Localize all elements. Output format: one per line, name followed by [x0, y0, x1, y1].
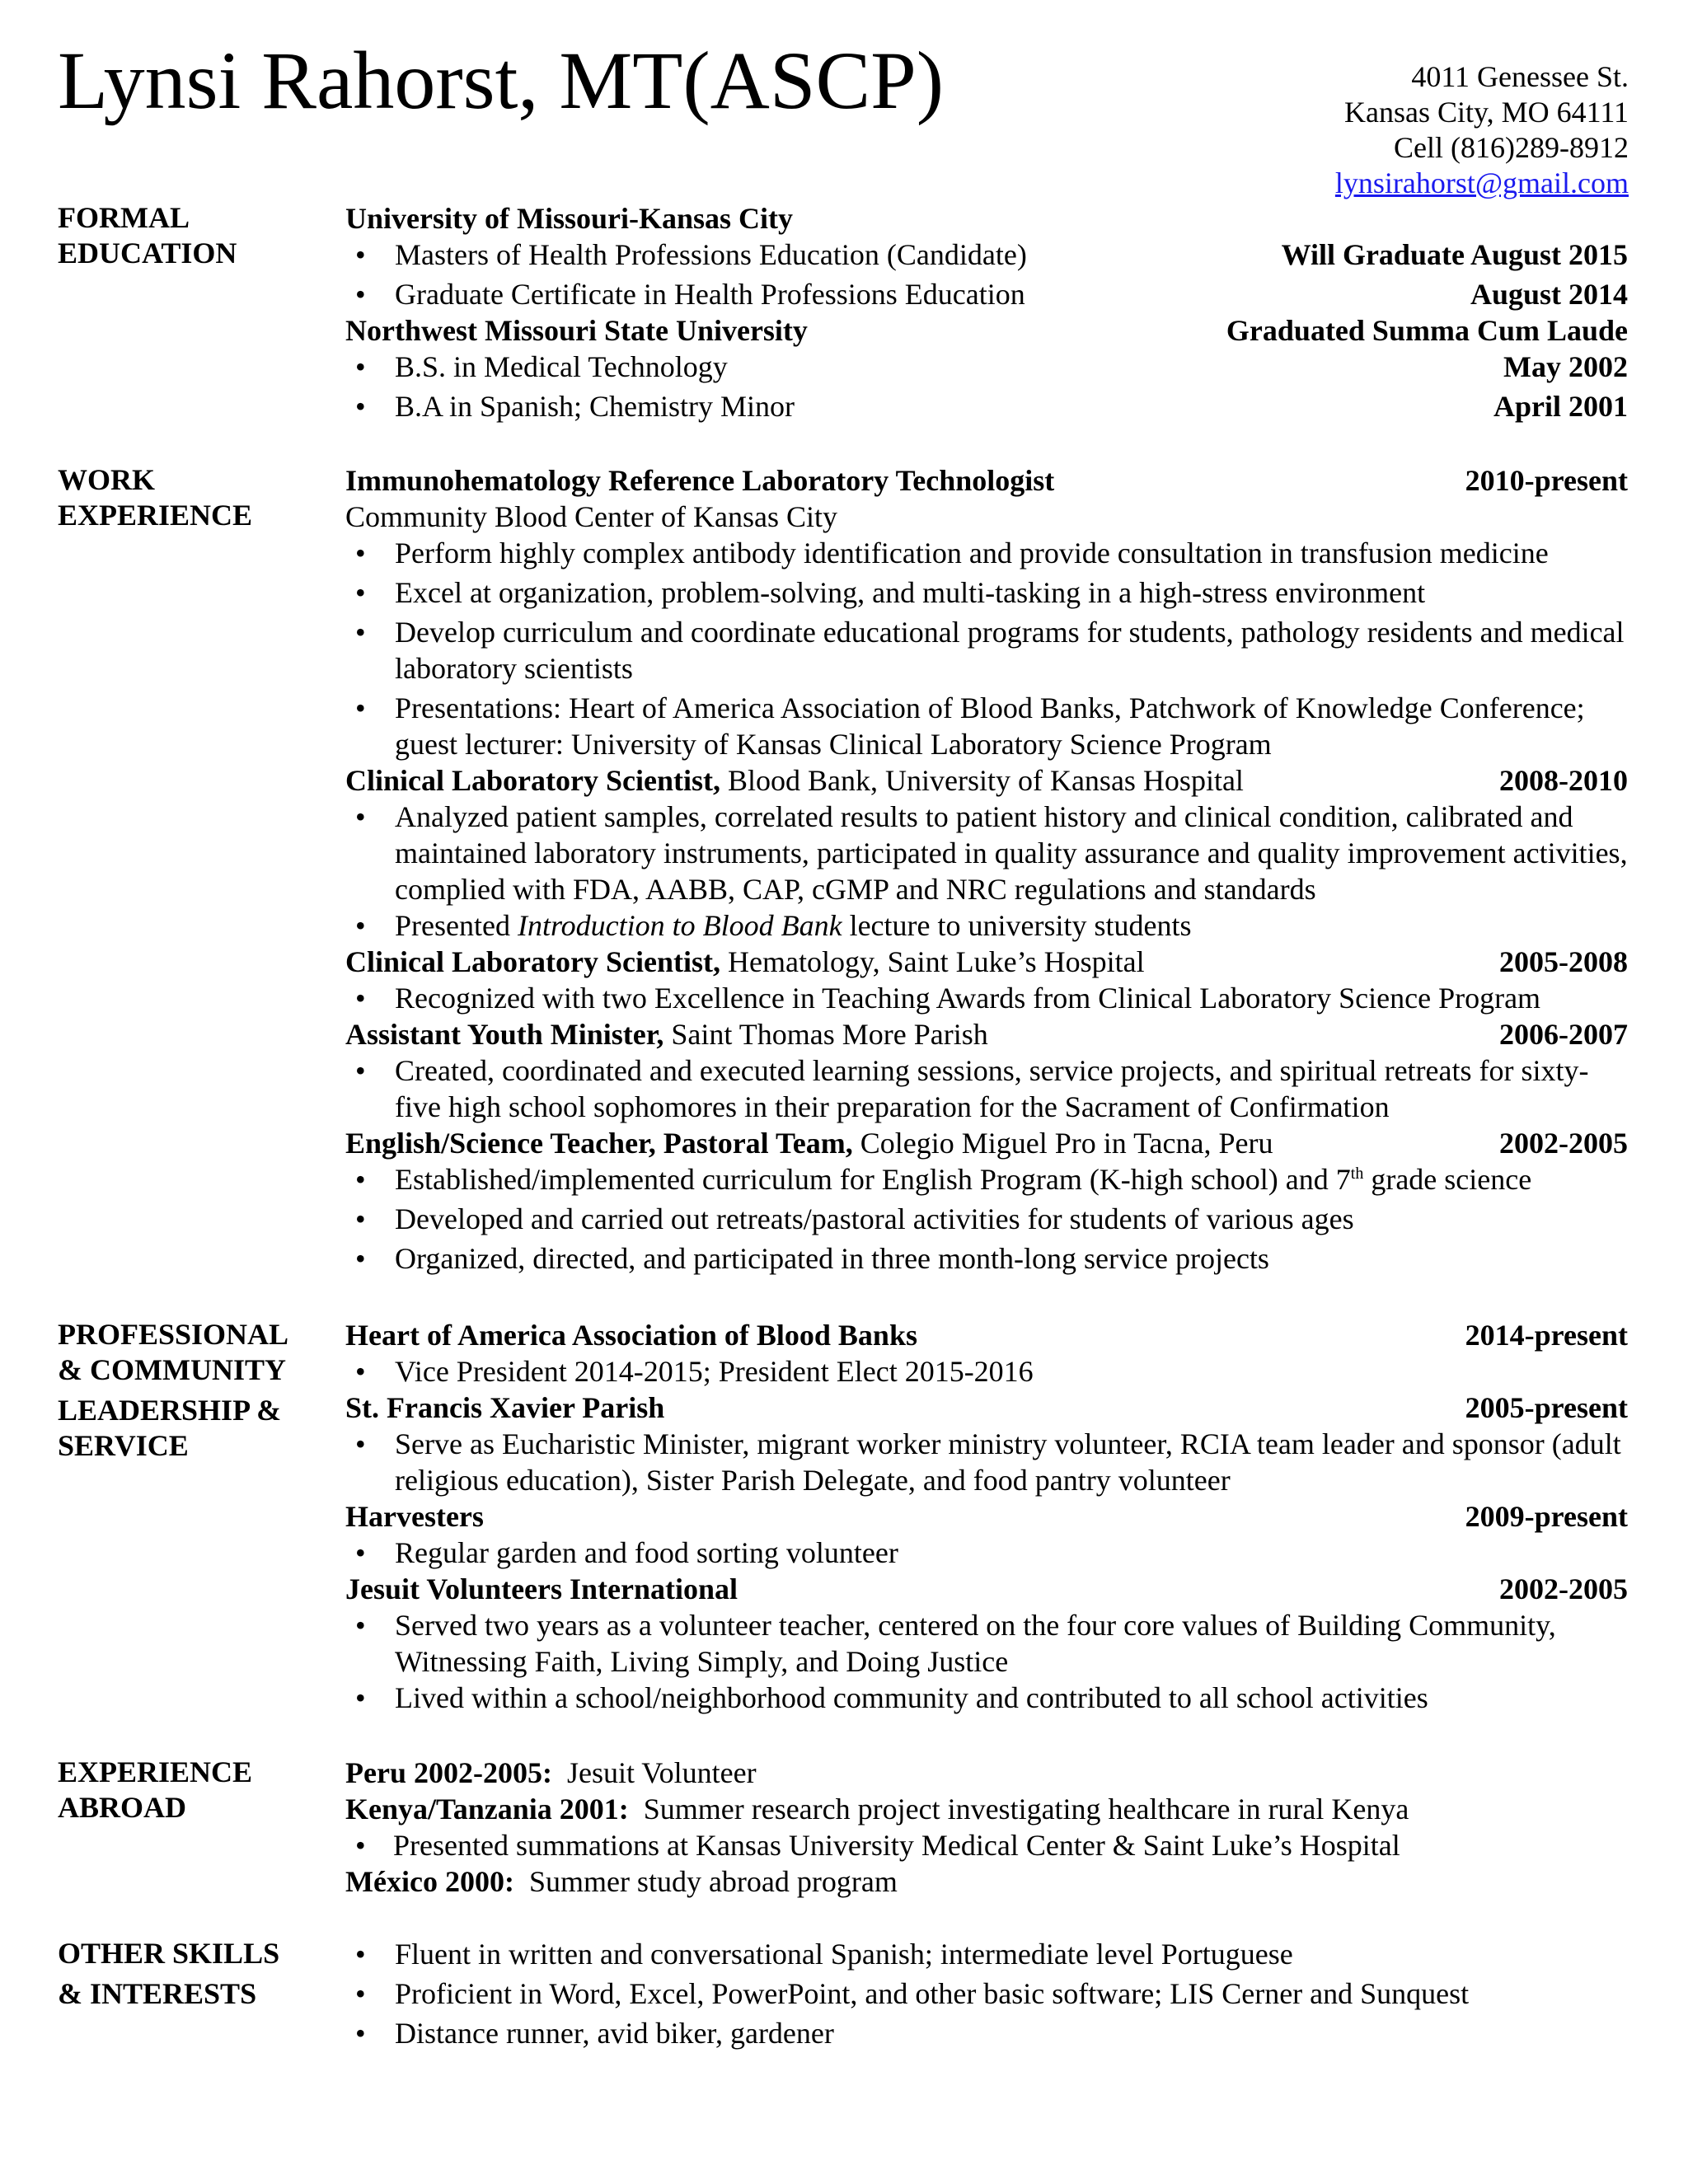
- label-line: ABROAD: [58, 1791, 187, 1824]
- label-line: FORMAL: [58, 201, 190, 234]
- text: Summer research project investigating healthcare in rural Kenya: [628, 1793, 1409, 1825]
- email-link[interactable]: lynsirahorst@gmail.com: [1334, 166, 1629, 199]
- date: May 2002: [1503, 350, 1628, 383]
- label-line: WORK: [58, 463, 156, 496]
- date: August 2014: [1470, 278, 1628, 311]
- label-line: LEADERSHIP &: [58, 1394, 282, 1427]
- list-item: • Recognized with two Excellence in Teaching Awards from Clinical Laboratory Science Program: [345, 980, 1628, 1016]
- label-line: OTHER SKILLS: [58, 1937, 280, 1970]
- label-line: SERVICE: [58, 1429, 189, 1462]
- list-item: • Organized, directed, and participated in three month-long service projects: [345, 1240, 1628, 1277]
- job-title: Immunohematology Reference Laboratory Technologist: [345, 464, 1055, 497]
- label-line: EXPERIENCE: [58, 499, 253, 532]
- list-item: [345, 237, 1628, 273]
- list-item: • Serve as Eucharistic Minister, migrant worker ministry volunteer, RCIA team leader and sponsor (adult religious education), Sister Parish Delegate, and food pantry volunteer: [345, 1426, 1628, 1498]
- section-label-abroad: [58, 1755, 330, 1825]
- degree: • B.A in Spanish; Chemistry Minor: [395, 390, 795, 423]
- list-item: • Distance runner, avid biker, gardener: [345, 2015, 1628, 2051]
- text: Jesuit Volunteer: [551, 1756, 757, 1789]
- org-dates: 2002-2005: [1499, 1572, 1628, 1605]
- address-line-2: Kansas City, MO 64111: [1344, 96, 1629, 129]
- location-year: Kenya/Tanzania 2001:: [345, 1793, 629, 1825]
- list-item: • Perform highly complex antibody identification and provide consultation in transfusion medicine: [345, 535, 1628, 571]
- label-line: EDUCATION: [58, 237, 237, 269]
- list-item: [345, 1161, 1628, 1197]
- job-title: English/Science Teacher, Pastoral Team,: [345, 1127, 853, 1160]
- list-item: • Served two years as a volunteer teacher, centered on the four core values of Building Community, Witnessing Faith, Living Simply, and Doing Justice: [345, 1607, 1628, 1680]
- degree: • Masters of Health Professions Education (Candidate): [395, 238, 1027, 271]
- address-line-1: 4011 Genessee St.: [1411, 60, 1629, 93]
- resume-name: Lynsi Rahorst, MT(ASCP): [58, 35, 945, 126]
- org-name: Heart of America Association of Blood Banks: [345, 1319, 917, 1352]
- list-item: [345, 276, 1628, 312]
- section-label-skills: [58, 1936, 330, 2012]
- text: Summer study abroad program: [513, 1865, 898, 1898]
- section-label-work: [58, 462, 330, 533]
- text: Presented: [395, 909, 518, 942]
- job-org: Colegio Miguel Pro in Tacna, Peru: [852, 1127, 1273, 1160]
- job-dates: 2005-2008: [1499, 945, 1628, 978]
- job-org: Blood Bank, University of Kansas Hospital: [720, 764, 1244, 797]
- degree: • B.S. in Medical Technology: [395, 350, 728, 383]
- phone: Cell (816)289-8912: [1394, 131, 1629, 164]
- job-org: Hematology, Saint Luke’s Hospital: [720, 945, 1145, 978]
- abroad-entry: [345, 1755, 1628, 1791]
- org-dates: 2005-present: [1465, 1391, 1628, 1424]
- list-item: • Analyzed patient samples, correlated results to patient history and clinical condition, calibrated and maintained laboratory instruments, participated in quality assurance and quality improvement activities, complied with FDA, AABB, CAP, cGMP and NRC regulations and standards: [345, 799, 1628, 907]
- contact-block: [1335, 59, 1629, 201]
- section-label-education: [58, 200, 330, 271]
- list-item: • Lived within a school/neighborhood community and contributed to all school activities: [345, 1680, 1628, 1716]
- job-org: Community Blood Center of Kansas City: [345, 500, 837, 533]
- list-item: • Excel at organization, problem-solving, and multi-tasking in a high-stress environment: [345, 574, 1628, 611]
- list-item: • Presented summations at Kansas University Medical Center & Saint Luke’s Hospital: [345, 1827, 1628, 1863]
- label-line: & INTERESTS: [58, 1977, 257, 2010]
- text: Established/implemented curriculum for English Program (K-high school) and 7: [395, 1163, 1351, 1196]
- abroad-entry: [345, 1791, 1628, 1827]
- job-dates: 2010-present: [1465, 464, 1628, 497]
- list-item: [345, 388, 1628, 424]
- job-title: Clinical Laboratory Scientist,: [345, 764, 720, 797]
- job-title: Assistant Youth Minister,: [345, 1018, 664, 1051]
- job-org: Saint Thomas More Parish: [663, 1018, 988, 1051]
- list-item: [345, 349, 1628, 385]
- org-name: Jesuit Volunteers International: [345, 1572, 738, 1605]
- list-item: • Develop curriculum and coordinate educational programs for students, pathology residents and medical laboratory scientists: [345, 614, 1628, 687]
- job-dates: 2006-2007: [1499, 1018, 1628, 1051]
- label-line: PROFESSIONAL: [58, 1318, 289, 1351]
- list-item: • Vice President 2014-2015; President Elect 2015-2016: [345, 1353, 1628, 1390]
- org-name: Harvesters: [345, 1500, 484, 1533]
- school-name: Northwest Missouri State University: [345, 314, 808, 347]
- list-item: • Developed and carried out retreats/pastoral activities for students of various ages: [345, 1201, 1628, 1237]
- list-item: [345, 907, 1628, 944]
- text: lecture to university students: [842, 909, 1192, 942]
- list-item: • Presentations: Heart of America Association of Blood Banks, Patchwork of Knowledge Conference; guest lecturer: University of Kansas Clinical Laboratory Science Program: [345, 690, 1628, 762]
- job-title: Clinical Laboratory Scientist,: [345, 945, 720, 978]
- org-dates: 2009-present: [1465, 1500, 1628, 1533]
- label-line: EXPERIENCE: [58, 1755, 253, 1788]
- superscript: th: [1350, 1165, 1364, 1183]
- location-year: Peru 2002-2005:: [345, 1756, 552, 1789]
- education-section: [345, 200, 1628, 424]
- list-item: • Fluent in written and conversational Spanish; intermediate level Portuguese: [345, 1936, 1628, 1972]
- job-dates: 2008-2010: [1499, 764, 1628, 797]
- list-item: • Regular garden and food sorting volunteer: [345, 1535, 1628, 1571]
- work-section: [345, 462, 1628, 1277]
- location-year: México 2000:: [345, 1865, 514, 1898]
- org-name: St. Francis Xavier Parish: [345, 1391, 665, 1424]
- date: Will Graduate August 2015: [1281, 238, 1628, 271]
- label-line: & COMMUNITY: [58, 1353, 286, 1386]
- section-label-leadership: [58, 1317, 330, 1464]
- text: grade science: [1363, 1163, 1532, 1196]
- org-dates: 2014-present: [1465, 1319, 1628, 1352]
- school-name: University of Missouri-Kansas City: [345, 202, 793, 235]
- abroad-entry: [345, 1863, 1628, 1900]
- skills-section: [345, 1936, 1628, 2051]
- degree: • Graduate Certificate in Health Professions Education: [395, 278, 1025, 311]
- honor: Graduated Summa Cum Laude: [1226, 314, 1628, 347]
- list-item: • Created, coordinated and executed learning sessions, service projects, and spiritual retreats for sixty-five high school sophomores in their preparation for the Sacrament of Confirmation: [345, 1052, 1628, 1125]
- job-dates: 2002-2005: [1499, 1127, 1628, 1160]
- leadership-section: [345, 1317, 1628, 1716]
- date: April 2001: [1493, 390, 1628, 423]
- lecture-title: Introduction to Blood Bank: [517, 909, 842, 942]
- list-item: • Proficient in Word, Excel, PowerPoint, and other basic software; LIS Cerner and Sunquest: [345, 1975, 1628, 2012]
- abroad-section: [345, 1755, 1628, 1900]
